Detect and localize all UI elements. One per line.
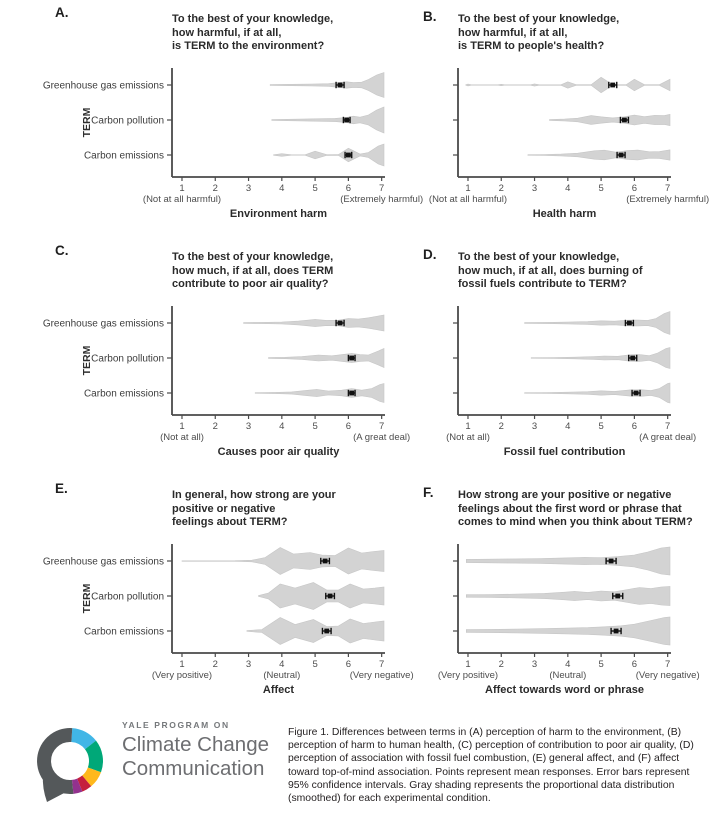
scale-anchor-label: (A great deal) xyxy=(353,432,411,443)
panel-c-letter: C. xyxy=(55,243,69,258)
mean-point xyxy=(349,391,354,396)
scale-anchor-label: (Neutral) xyxy=(549,670,587,681)
panel-b xyxy=(360,0,720,238)
y-axis-title: TERM xyxy=(81,583,93,614)
x-tick-label: 4 xyxy=(565,421,571,432)
mean-point xyxy=(344,118,349,123)
mean-point xyxy=(328,594,333,599)
mean-point xyxy=(627,321,632,326)
x-tick-label: 7 xyxy=(665,659,671,670)
x-axis-title: Affect xyxy=(262,684,295,696)
x-axis-title: Health harm xyxy=(532,208,597,220)
logo-name-line1: Climate Change xyxy=(122,733,269,756)
title-line: To the best of your knowledge, xyxy=(458,13,620,25)
title-line: positive or negative xyxy=(172,502,276,515)
x-axis-title: Fossil fuel contribution xyxy=(503,446,626,458)
x-tick-label: 7 xyxy=(379,421,385,432)
mean-point xyxy=(615,594,620,599)
x-tick-label: 2 xyxy=(498,421,504,432)
x-tick-label: 3 xyxy=(531,421,538,432)
x-tick-label: 7 xyxy=(665,421,671,432)
panel-e xyxy=(0,476,414,714)
mean-point xyxy=(324,629,329,634)
violin-distribution xyxy=(550,114,671,125)
violin-distribution xyxy=(525,312,670,335)
x-tick-label: 2 xyxy=(212,183,218,194)
term-label: Carbon emissions xyxy=(83,388,164,400)
panel-b-letter: B. xyxy=(423,9,437,24)
panel-c-plot xyxy=(0,238,411,476)
title-line: fossil fuels contribute to TERM? xyxy=(458,278,627,291)
violin-distribution xyxy=(531,348,670,369)
x-tick-label: 6 xyxy=(631,659,638,670)
scale-anchor-label: (Not at all harmful) xyxy=(428,194,508,205)
title-line: How strong are your positive or negative xyxy=(458,489,672,501)
x-tick-label: 6 xyxy=(631,183,638,194)
title-line: To the best of your knowledge, xyxy=(172,251,334,263)
logo-text xyxy=(122,720,269,781)
scale-anchor-label: (Not at all) xyxy=(160,432,204,443)
mean-point xyxy=(622,118,627,123)
panel-row-2 xyxy=(0,238,720,476)
panel-f xyxy=(360,476,720,714)
logo-ring-segment xyxy=(73,785,80,787)
panel-row-3 xyxy=(0,476,720,714)
violin-distribution xyxy=(182,548,384,575)
scale-anchor-label: (Very negative) xyxy=(349,670,414,681)
panel-d-letter: D. xyxy=(423,247,437,262)
term-label: Greenhouse gas emissions xyxy=(42,318,164,330)
violin-distribution xyxy=(466,587,670,606)
scale-anchor-label: (Not at all) xyxy=(446,432,490,443)
scale-anchor-label: (Extremely harmful) xyxy=(626,194,710,205)
mean-point xyxy=(323,559,328,564)
panel-a xyxy=(0,0,424,238)
x-tick-label: 5 xyxy=(598,421,604,432)
term-label: Carbon emissions xyxy=(83,626,164,638)
mean-point xyxy=(346,153,351,158)
mean-point xyxy=(338,83,343,88)
x-tick-label: 1 xyxy=(465,183,471,194)
panel-a-plot xyxy=(0,0,424,238)
x-tick-label: 4 xyxy=(279,421,285,432)
x-tick-label: 7 xyxy=(665,183,671,194)
title-line: To the best of your knowledge, xyxy=(458,251,620,263)
x-tick-label: 2 xyxy=(212,421,218,432)
logo-ring-segment xyxy=(80,781,87,785)
logo-ring-segment xyxy=(90,745,96,770)
title-line: comes to mind when you think about TERM? xyxy=(458,516,693,529)
scale-anchor-label: (Neutral) xyxy=(263,670,301,681)
mean-point xyxy=(619,153,624,158)
x-axis-title: Affect towards word or phrase xyxy=(485,684,644,696)
x-axis-title: Causes poor air quality xyxy=(217,446,340,458)
mean-point xyxy=(609,559,614,564)
logo-ring-segment xyxy=(87,770,95,781)
panel-row-1 xyxy=(0,0,720,238)
panel-f-plot xyxy=(360,476,720,714)
logo-tagline: YALE PROGRAM ON xyxy=(122,720,230,730)
x-tick-label: 1 xyxy=(179,659,185,670)
violin-distribution xyxy=(528,150,670,160)
mean-point xyxy=(349,356,354,361)
x-tick-label: 6 xyxy=(345,421,352,432)
figure-caption: Figure 1. Differences between terms in (A) perception of harm to the environment, (B) perception of harm to human health, (C) perception of contribution to poor air quality, (D) perception of association with fossil fuel combustion, (E) general affect, and (F) affect toward top-of-mind association. Points represent mean responses. Error bars represent 95% confidence intervals. Gray shading represents the proportional data distribution (smoothed) for each experimental condition. xyxy=(288,727,694,805)
x-tick-label: 2 xyxy=(212,659,218,670)
scale-anchor-label: (Very positive) xyxy=(151,670,213,681)
title-line: In general, how strong are your xyxy=(172,489,336,501)
x-tick-label: 5 xyxy=(312,183,318,194)
title-line: how harmful, if at all, xyxy=(458,26,568,39)
term-label: Carbon emissions xyxy=(83,150,164,162)
title-line: contribute to poor air quality? xyxy=(172,278,329,291)
scale-anchor-label: (Very negative) xyxy=(635,670,700,681)
logo-name-line2: Communication xyxy=(122,757,265,780)
x-tick-label: 5 xyxy=(598,659,604,670)
title-line: how much, if at all, does burning of xyxy=(458,264,643,277)
x-tick-label: 4 xyxy=(565,659,571,670)
x-tick-label: 5 xyxy=(598,183,604,194)
x-tick-label: 2 xyxy=(498,183,504,194)
title-line: feelings about the first word or phrase that xyxy=(458,502,682,515)
x-tick-label: 5 xyxy=(312,659,318,670)
x-tick-label: 1 xyxy=(465,421,471,432)
violin-distribution xyxy=(525,383,670,403)
x-tick-label: 3 xyxy=(531,183,538,194)
mean-point xyxy=(634,391,639,396)
panel-a-letter: A. xyxy=(55,5,69,20)
panel-b-plot xyxy=(360,0,720,238)
term-label: Carbon pollution xyxy=(91,591,164,603)
footer xyxy=(0,714,720,813)
x-tick-label: 1 xyxy=(465,659,471,670)
x-tick-label: 2 xyxy=(498,659,504,670)
title-line: is TERM to the environment? xyxy=(172,40,325,53)
violin-distribution xyxy=(466,77,670,93)
x-tick-label: 3 xyxy=(245,183,252,194)
scale-anchor-label: (Very positive) xyxy=(437,670,499,681)
x-tick-label: 4 xyxy=(279,183,285,194)
title-line: is TERM to people's health? xyxy=(458,40,605,53)
violin-distribution xyxy=(466,617,670,645)
scale-anchor-label: (Extremely harmful) xyxy=(340,194,424,205)
x-tick-label: 6 xyxy=(345,659,352,670)
mean-point xyxy=(610,83,615,88)
term-label: Greenhouse gas emissions xyxy=(42,80,164,92)
x-tick-label: 3 xyxy=(531,659,538,670)
x-tick-label: 1 xyxy=(179,421,185,432)
scale-anchor-label: (Not at all harmful) xyxy=(142,194,222,205)
panel-d-plot xyxy=(360,238,720,476)
panel-d xyxy=(360,238,720,476)
term-label: Carbon pollution xyxy=(91,353,164,365)
panel-e-letter: E. xyxy=(55,481,68,496)
x-tick-label: 4 xyxy=(279,659,285,670)
x-tick-label: 6 xyxy=(631,421,638,432)
x-tick-label: 7 xyxy=(379,659,385,670)
x-tick-label: 1 xyxy=(179,183,185,194)
y-axis-title: TERM xyxy=(81,107,93,138)
x-tick-label: 7 xyxy=(379,183,385,194)
x-tick-label: 3 xyxy=(245,421,252,432)
logo-ring-segment xyxy=(72,735,91,745)
x-tick-label: 4 xyxy=(565,183,571,194)
x-tick-label: 6 xyxy=(345,183,352,194)
title-line: feelings about TERM? xyxy=(172,516,288,529)
yale-ccc-logo-icon xyxy=(26,720,116,810)
title-line: To the best of your knowledge, xyxy=(172,13,334,25)
title-line: how harmful, if at all, xyxy=(172,26,282,39)
scale-anchor-label: (A great deal) xyxy=(639,432,697,443)
panel-e-plot xyxy=(0,476,414,714)
term-label: Greenhouse gas emissions xyxy=(42,556,164,568)
mean-point xyxy=(338,321,343,326)
mean-point xyxy=(630,356,635,361)
title-line: how much, if at all, does TERM xyxy=(172,264,334,277)
x-tick-label: 3 xyxy=(245,659,252,670)
y-axis-title: TERM xyxy=(81,345,93,376)
term-label: Carbon pollution xyxy=(91,115,164,127)
mean-point xyxy=(614,629,619,634)
x-axis-title: Environment harm xyxy=(229,208,328,220)
panel-f-letter: F. xyxy=(423,485,434,500)
violin-distribution xyxy=(466,547,670,575)
x-tick-label: 5 xyxy=(312,421,318,432)
panel-c xyxy=(0,238,411,476)
